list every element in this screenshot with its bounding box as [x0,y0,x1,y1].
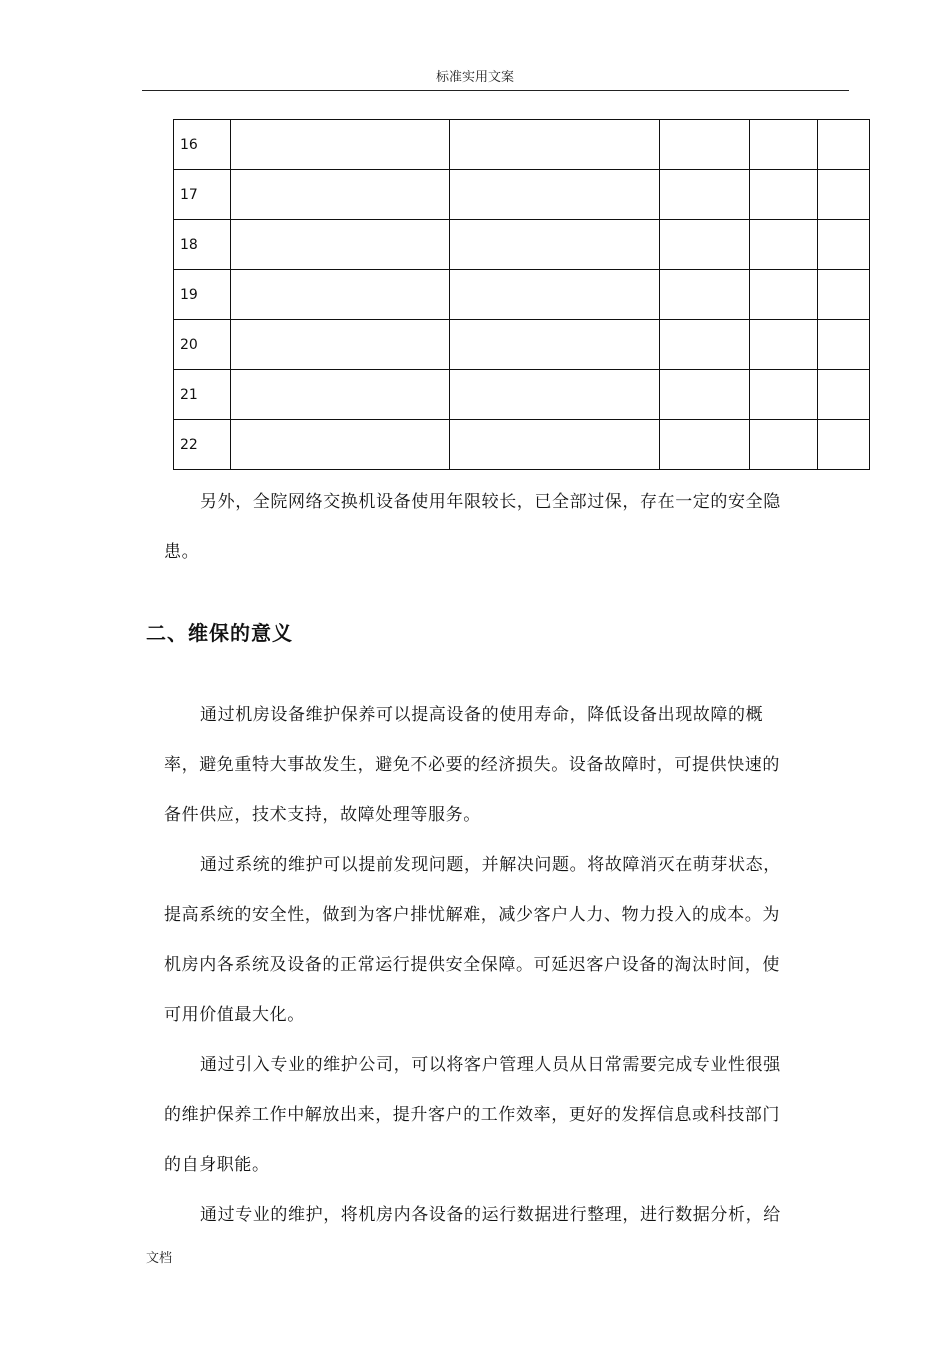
table-cell [750,370,818,420]
table-cell [818,220,870,270]
row-number: 18 [174,220,231,270]
table-row [174,170,870,220]
table-cell [231,320,450,370]
table-cell [750,220,818,270]
header-divider [142,90,849,91]
table-cell [818,170,870,220]
table-cell [750,270,818,320]
table-row [174,320,870,370]
table-cell [231,120,450,170]
table-cell [450,420,660,470]
table-cell [231,270,450,320]
paragraph-switch-age: 另外，全院网络交换机设备使用年限较长，已全部过保，存在一定的安全隐患。 [164,492,781,562]
table-cell [660,170,750,220]
table-cell [231,220,450,270]
table-row [174,220,870,270]
table-row [174,370,870,420]
table-cell [750,120,818,170]
table-cell [450,320,660,370]
equipment-table [173,119,870,470]
table-cell [750,170,818,220]
table-cell [750,320,818,370]
table-cell [231,420,450,470]
table-row [174,420,870,470]
page-footer-label: 文档 [146,1251,173,1266]
table-cell [818,320,870,370]
row-number: 19 [174,270,231,320]
table-cell [750,420,818,470]
table-cell [450,170,660,220]
row-number: 21 [174,370,231,420]
paragraph-system-maintenance: 通过系统的维护可以提前发现问题，并解决问题。将故障消灭在萌芽状态，提高系统的安全性，做到为客户排忧解难，减少客户人力、物力投入的成本。为机房内各系统及设备的正常运行提供安全保障。可延迟客户设备的淘汰时间，使可用价值最大化。 [164,855,781,1025]
table-cell [660,420,750,470]
table-cell [450,220,660,270]
table-cell [450,120,660,170]
row-number: 20 [174,320,231,370]
table-row [174,120,870,170]
table-cell [231,370,450,420]
paragraph-data-analysis: 通过专业的维护，将机房内各设备的运行数据进行整理，进行数据分析，给 [200,1205,781,1225]
table-cell [818,270,870,320]
paragraph-professional-company: 通过引入专业的维护公司，可以将客户管理人员从日常需要完成专业性很强的维护保养工作中解放出来，提升客户的工作效率，更好的发挥信息或科技部门的自身职能。 [164,1055,781,1175]
table-cell [660,220,750,270]
paragraph-maintenance-lifespan: 通过机房设备维护保养可以提高设备的使用寿命，降低设备出现故障的概率，避免重特大事故发生，避免不必要的经济损失。设备故障时，可提供快速的备件供应，技术支持，故障处理等服务。 [164,705,780,825]
section-heading: 二、维保的意义 [146,621,293,645]
row-number: 22 [174,420,231,470]
table-cell [818,120,870,170]
row-number: 16 [174,120,231,170]
table-cell [818,420,870,470]
table-cell [660,320,750,370]
table-cell [450,270,660,320]
page-header-title: 标准实用文案 [435,70,514,85]
row-number: 17 [174,170,231,220]
table-cell [450,370,660,420]
table-cell [231,170,450,220]
table-cell [660,120,750,170]
table-cell [660,370,750,420]
table-cell [660,270,750,320]
table-cell [818,370,870,420]
table-row [174,270,870,320]
